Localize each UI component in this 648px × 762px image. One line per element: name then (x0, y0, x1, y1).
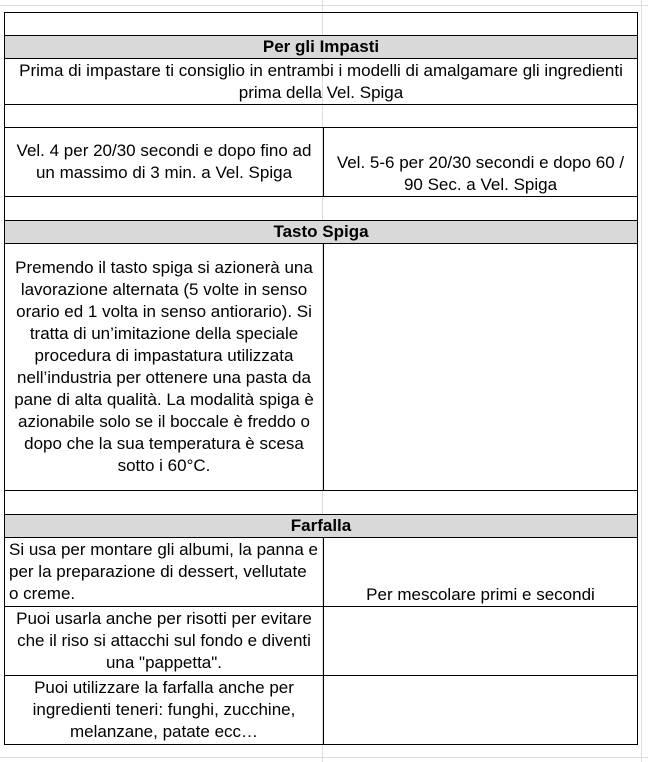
impasti-intro-cell[interactable] (5, 59, 637, 104)
bimby-speed-text: Vel. 4 per 20/30 secondi e dopo fino ad un massimo di 3 min. a Vel. Spiga (16, 141, 312, 182)
empty-cell[interactable] (5, 197, 637, 220)
empty-row[interactable] (5, 491, 637, 515)
section-header-row[interactable] (5, 221, 637, 244)
spiga-description-text: Premendo il tasto spiga si azionerà una lavorazione alternata (5 volte in senso orario ed 1 volta in senso antiorario). Si tratta di un’imitazione della speciale procedura di impastatura utilizzata nell’industria per ottenere una pasta da pane di alta qualità. La modalità spiga è azionabile solo se il boccale è freddo o dopo che la sua temperatura è scesa sotto i 60°C. (14, 258, 314, 475)
farfalla-risotti-text: Puoi usarla anche per risotti per evitare che il riso si attacchi sul fondo e diventi una "pappetta". (16, 609, 312, 672)
farfalla-use-text: Si usa per montare gli albumi, la panna e per la preparazione di dessert, vellutate o creme. (9, 540, 319, 603)
bimby-speed-cell[interactable] (5, 128, 324, 196)
section-header-row[interactable] (5, 36, 637, 59)
farfalla-row[interactable] (5, 676, 637, 744)
empty-cell[interactable] (5, 13, 637, 35)
gridline (641, 0, 642, 762)
speed-row[interactable] (5, 128, 637, 197)
farfalla-right-cell[interactable] (324, 607, 637, 675)
section-header-impasti[interactable]: Per gli Impasti (5, 36, 637, 58)
farfalla-row[interactable] (5, 538, 637, 607)
empty-row[interactable] (5, 105, 637, 128)
spiga-description-cell[interactable] (5, 244, 324, 490)
farfalla-right-cell[interactable] (324, 676, 637, 744)
farfalla-row[interactable] (5, 607, 637, 676)
farfalla-left-cell[interactable] (5, 607, 324, 675)
gridline (0, 5, 648, 6)
section-header-spiga[interactable]: Tasto Spiga (5, 221, 637, 243)
spreadsheet-table (4, 12, 638, 745)
farfalla-teneri-text: Puoi utilizzare la farfalla anche per ingredienti teneri: funghi, zucchine, melanzane, patate ecc… (32, 678, 296, 741)
empty-cell[interactable] (5, 105, 637, 127)
farfalla-right-cell[interactable] (324, 538, 637, 606)
spiga-right-cell[interactable] (324, 244, 637, 490)
impasti-intro-text: Prima di impastare ti consiglio in entrambi i modelli di amalgamare gli ingredienti prima della Vel. Spiga (19, 60, 623, 102)
intro-row[interactable] (5, 59, 637, 105)
spiga-row[interactable] (5, 244, 637, 491)
empty-row[interactable] (5, 197, 637, 221)
farfalla-left-cell[interactable] (5, 538, 324, 606)
section-header-farfalla[interactable]: Farfalla (5, 515, 637, 537)
farfalla-mix-text: Per mescolare primi e secondi (366, 585, 595, 604)
monsieur-speed-text: Vel. 5-6 per 20/30 secondi e dopo 60 / 90 Sec. a Vel. Spiga (336, 153, 625, 194)
gridline (0, 757, 648, 758)
monsieur-speed-cell[interactable] (324, 128, 637, 196)
farfalla-left-cell[interactable] (5, 676, 324, 744)
section-header-row[interactable] (5, 515, 637, 538)
empty-cell[interactable] (5, 491, 637, 514)
empty-row[interactable] (5, 13, 637, 36)
